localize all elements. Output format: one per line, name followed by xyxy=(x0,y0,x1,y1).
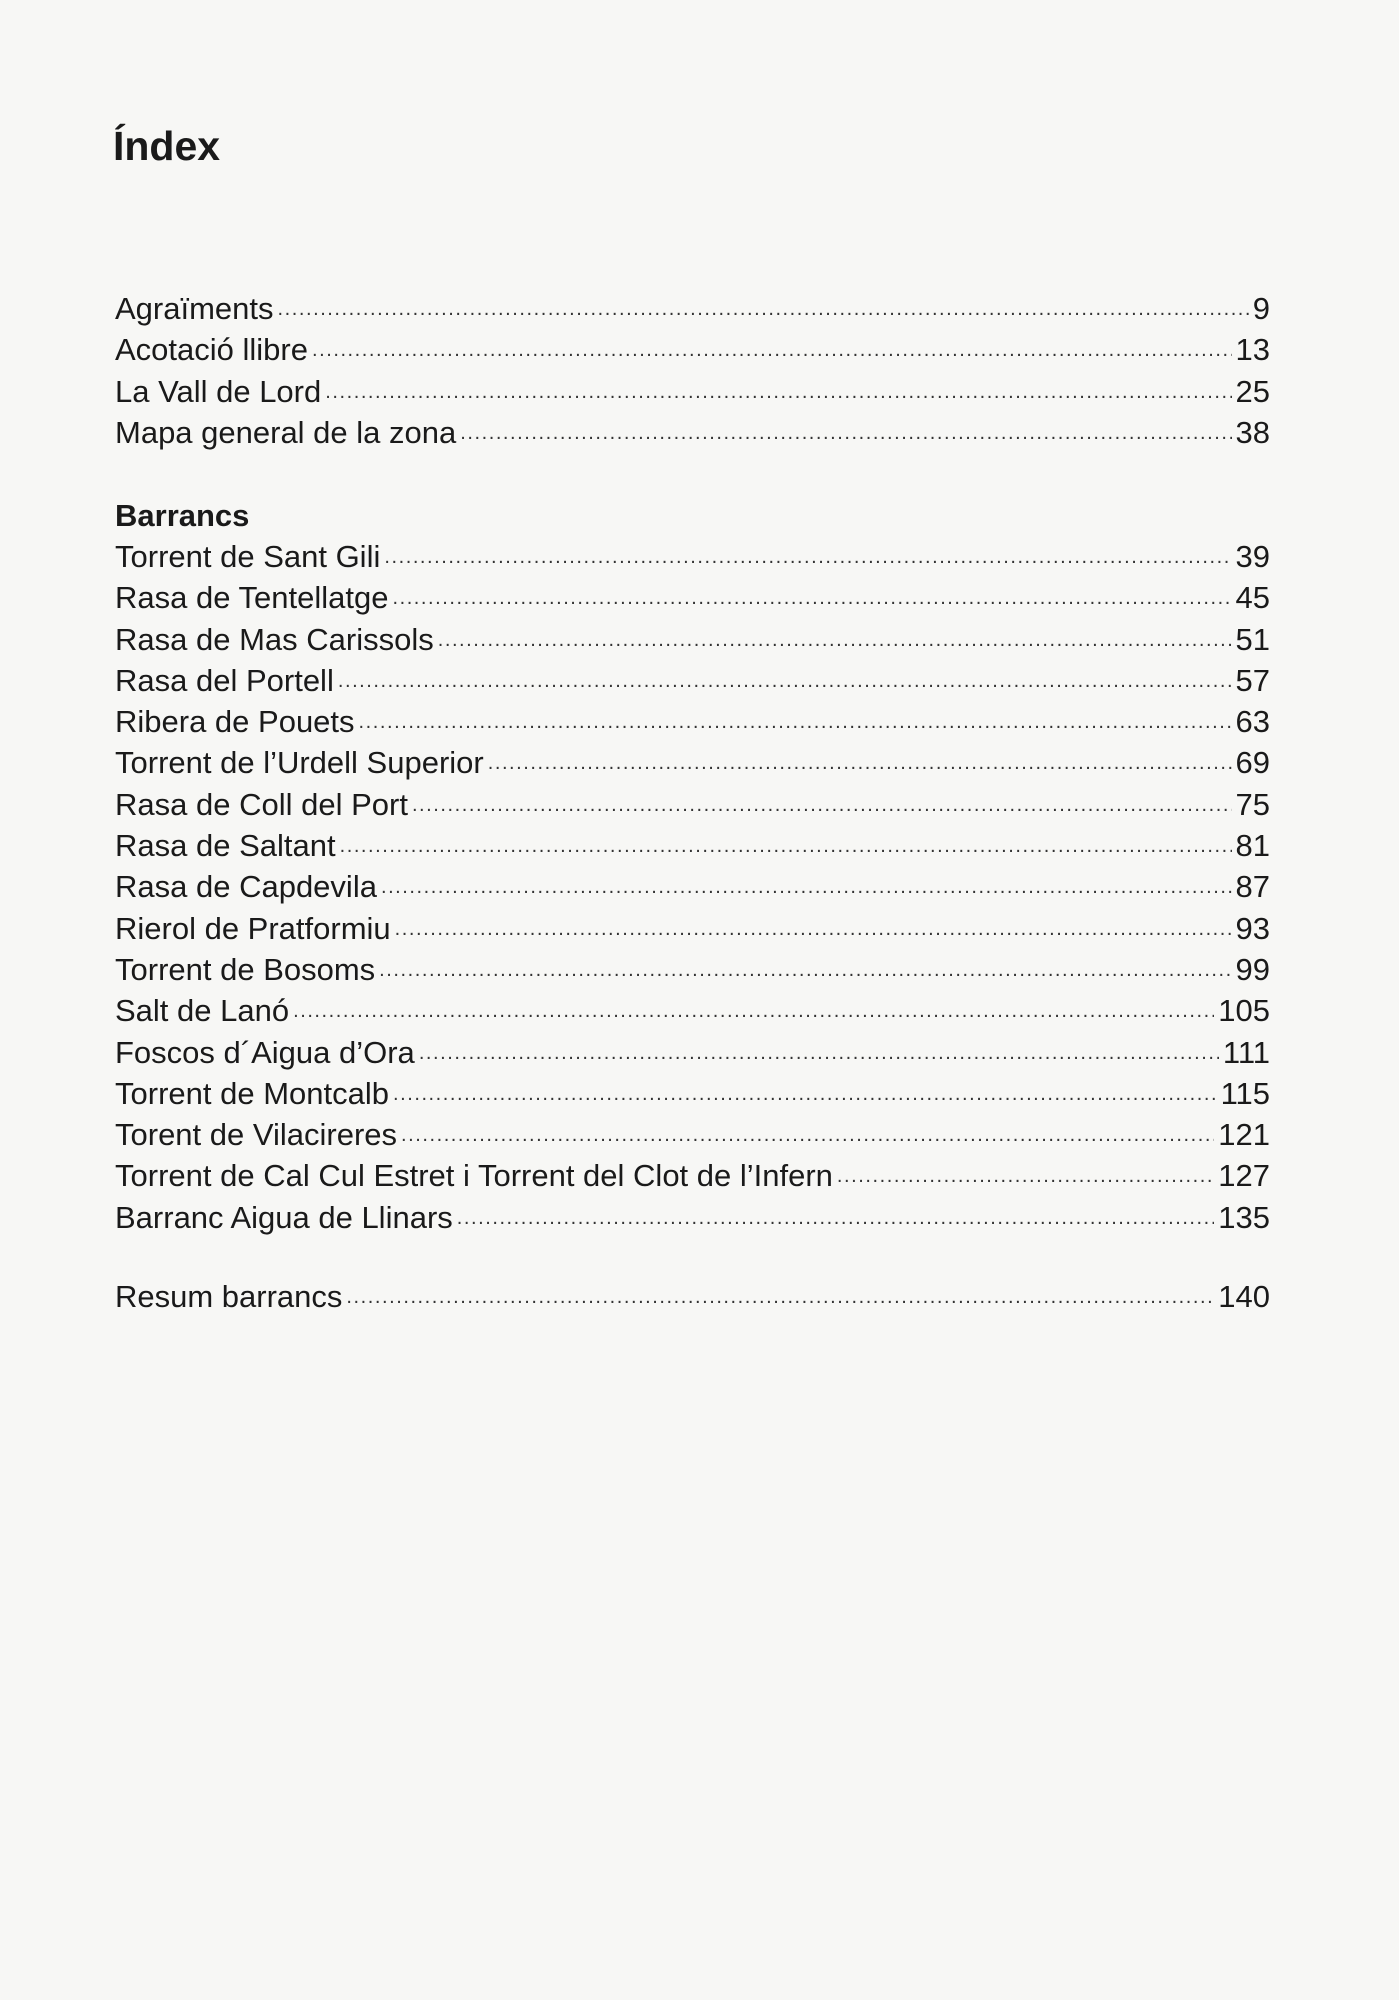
barrancs-section xyxy=(115,495,1270,1238)
toc-entry xyxy=(115,701,1270,742)
toc-entry-mapa-general xyxy=(115,412,1270,453)
dot-leader xyxy=(379,949,1231,980)
toc-entry-label: Barranc Aigua de Llinars xyxy=(115,1199,453,1235)
toc-entry xyxy=(115,908,1270,949)
dot-leader xyxy=(325,371,1231,402)
toc-entry-label: Mapa general de la zona xyxy=(115,414,457,450)
toc-entry-page: 127 xyxy=(1218,1158,1270,1194)
dot-leader xyxy=(278,288,1249,319)
toc-entry-label: Torrent de Cal Cul Estret i Torrent del Clot de l’Infern xyxy=(115,1158,833,1194)
toc-entry-page: 87 xyxy=(1235,869,1270,905)
toc-entry xyxy=(115,949,1270,990)
toc-entry-page: 51 xyxy=(1235,621,1270,657)
toc-entry-page: 99 xyxy=(1235,951,1270,987)
toc-entry-label: Rasa de Tentellatge xyxy=(115,580,389,616)
back-matter-list xyxy=(115,1276,1270,1317)
dot-leader xyxy=(438,619,1232,650)
toc-entry xyxy=(115,536,1270,577)
toc-entry-page: 81 xyxy=(1235,828,1270,864)
toc-entry-page: 57 xyxy=(1235,662,1270,698)
toc-entry-page: 115 xyxy=(1220,1075,1270,1111)
dot-leader xyxy=(419,1032,1219,1063)
front-matter-list xyxy=(115,288,1270,453)
dot-leader xyxy=(837,1155,1214,1186)
toc-entry xyxy=(115,1073,1270,1114)
dot-leader xyxy=(412,784,1232,815)
toc-entry-page: 75 xyxy=(1235,786,1270,822)
toc-entry xyxy=(115,1197,1270,1238)
toc-entry-label: Acotació llibre xyxy=(115,332,308,368)
toc-entry-acotacio-llibre xyxy=(115,329,1270,370)
toc-entry-resum-barrancs xyxy=(115,1276,1270,1317)
toc-entry-label: Foscos d´Aigua d’Ora xyxy=(115,1034,415,1070)
toc-entry xyxy=(115,825,1270,866)
dot-leader xyxy=(338,660,1232,691)
toc-entry-label: Resum barrancs xyxy=(115,1279,343,1314)
toc-entry-label: Rasa de Saltant xyxy=(115,828,336,864)
dot-leader xyxy=(401,1114,1214,1145)
dot-leader xyxy=(381,866,1232,897)
toc-entry-page: 45 xyxy=(1235,580,1270,616)
dot-leader xyxy=(384,536,1231,567)
toc-entry-page: 38 xyxy=(1235,414,1270,450)
toc-entry-agraiments xyxy=(115,288,1270,329)
toc-entry-page: 63 xyxy=(1235,704,1270,740)
toc-entry-page: 135 xyxy=(1218,1199,1270,1235)
toc-entry xyxy=(115,1114,1270,1155)
toc-entry xyxy=(115,619,1270,660)
toc-entry-label: Rierol de Pratformiu xyxy=(115,910,391,946)
toc-entry-label: Torrent de Montcalb xyxy=(115,1075,389,1111)
page-title: Índex xyxy=(113,123,221,169)
dot-leader xyxy=(293,990,1214,1021)
dot-leader xyxy=(488,742,1232,773)
toc-entry-label: Torrent de Bosoms xyxy=(115,951,376,987)
toc-entry-vall-de-lord xyxy=(115,371,1270,412)
toc-entry xyxy=(115,742,1270,783)
toc-entry-label: Torrent de Sant Gili xyxy=(115,539,381,574)
dot-leader xyxy=(359,701,1232,732)
toc-entry-label: Ribera de Pouets xyxy=(115,704,355,740)
toc-entry xyxy=(115,866,1270,907)
toc-entry-page: 39 xyxy=(1235,539,1270,574)
dot-leader xyxy=(312,329,1232,360)
toc-entry-page: 140 xyxy=(1218,1279,1270,1314)
toc-entry-page: 121 xyxy=(1218,1117,1270,1153)
toc-entry-label: La Vall de Lord xyxy=(115,373,322,409)
toc-entry-page: 111 xyxy=(1222,1034,1270,1070)
toc-entry-label: Torrent de l’Urdell Superior xyxy=(115,745,484,781)
dot-leader xyxy=(460,412,1231,443)
toc-entry-label: Agraïments xyxy=(115,291,274,326)
dot-leader xyxy=(457,1197,1215,1228)
dot-leader xyxy=(395,908,1232,939)
dot-leader xyxy=(340,825,1232,856)
toc-entry-page: 105 xyxy=(1218,993,1270,1029)
toc-entry-page: 69 xyxy=(1235,745,1270,781)
toc-entry xyxy=(115,577,1270,618)
toc-entry-label: Salt de Lanó xyxy=(115,993,290,1029)
toc-entry-label: Rasa del Portell xyxy=(115,662,334,698)
toc-entry-page: 13 xyxy=(1235,332,1270,368)
toc-entry-label: Torent de Vilacireres xyxy=(115,1117,398,1153)
dot-leader xyxy=(393,1073,1217,1104)
toc-entry xyxy=(115,990,1270,1031)
section-heading-barrancs: Barrancs xyxy=(115,498,250,533)
toc-entry-page: 25 xyxy=(1235,373,1270,409)
toc-entry-page: 9 xyxy=(1252,291,1270,326)
toc-entry-label: Rasa de Mas Carissols xyxy=(115,621,434,657)
toc-entry-label: Rasa de Capdevila xyxy=(115,869,377,905)
toc-entry xyxy=(115,1155,1270,1196)
toc-entry-page: 93 xyxy=(1235,910,1270,946)
dot-leader xyxy=(346,1276,1214,1307)
dot-leader xyxy=(392,577,1231,608)
toc-entry xyxy=(115,1032,1270,1073)
toc-entry xyxy=(115,784,1270,825)
toc-entry-label: Rasa de Coll del Port xyxy=(115,786,408,822)
toc-entry xyxy=(115,660,1270,701)
